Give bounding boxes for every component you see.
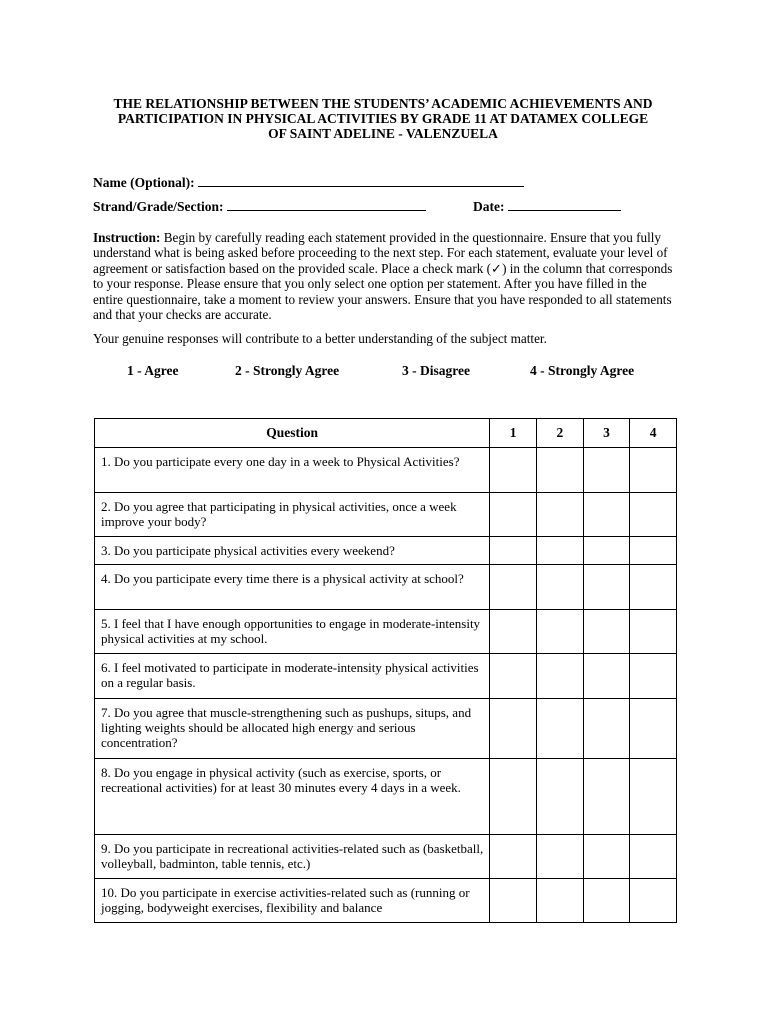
name-blank[interactable] bbox=[198, 174, 524, 187]
question-text: 4. Do you participate every time there is a physical activity at school? bbox=[95, 565, 490, 610]
header-question: Question bbox=[95, 419, 490, 448]
response-cell-1[interactable] bbox=[490, 493, 537, 537]
question-text: 8. Do you engage in physical activity (such as exercise, sports, or recreational activities) for at least 30 minutes every 4 days in a week. bbox=[95, 759, 490, 835]
header-3: 3 bbox=[583, 419, 630, 448]
header-2: 2 bbox=[536, 419, 583, 448]
strand-field bbox=[93, 198, 426, 215]
table-row bbox=[95, 448, 677, 493]
table-row bbox=[95, 654, 677, 699]
response-cell-3[interactable] bbox=[583, 448, 630, 493]
question-text: 7. Do you agree that muscle-strengthening such as pushups, situps, and lighting weights should be allocated high energy and serious concentration? bbox=[95, 699, 490, 759]
response-cell-1[interactable] bbox=[490, 879, 537, 923]
name-field bbox=[93, 174, 524, 191]
table-row bbox=[95, 879, 677, 923]
response-cell-3[interactable] bbox=[583, 759, 630, 835]
strand-label: Strand/Grade/Section: bbox=[93, 199, 224, 214]
date-blank[interactable] bbox=[508, 198, 621, 211]
scale-2: 2 - Strongly Agree bbox=[235, 363, 340, 378]
response-cell-4[interactable] bbox=[630, 537, 677, 565]
table-row bbox=[95, 759, 677, 835]
question-text: 5. I feel that I have enough opportunities to engage in moderate-intensity physical activities at my school. bbox=[95, 610, 490, 654]
genuine-note: Your genuine responses will contribute to a better understanding of the subject matter. bbox=[93, 331, 547, 346]
response-cell-3[interactable] bbox=[583, 565, 630, 610]
table-row bbox=[95, 699, 677, 759]
table-row bbox=[95, 565, 677, 610]
response-cell-3[interactable] bbox=[583, 879, 630, 923]
question-text: 3. Do you participate physical activities every weekend? bbox=[95, 537, 490, 565]
instruction-text: Begin by carefully reading each statement provided in the questionnaire. Ensure that you fully understand what is being asked before proceeding to the next step. For each statement, evaluate your level of agreement or satisfaction based on the provided scale. Place a check mark (✓) in the column that corresponds to your response. Please ensure that you only select one option per statement. After you have filled in the entire questionnaire, take a moment to review your answers. Ensure that you have responded to all statements and that your checks are accurate. bbox=[93, 230, 673, 323]
response-cell-4[interactable] bbox=[630, 835, 677, 879]
response-cell-2[interactable] bbox=[536, 610, 583, 654]
response-cell-1[interactable] bbox=[490, 610, 537, 654]
response-cell-1[interactable] bbox=[490, 565, 537, 610]
response-cell-4[interactable] bbox=[630, 699, 677, 759]
response-cell-4[interactable] bbox=[630, 879, 677, 923]
table-row bbox=[95, 835, 677, 879]
response-cell-2[interactable] bbox=[536, 759, 583, 835]
response-cell-3[interactable] bbox=[583, 537, 630, 565]
table-row bbox=[95, 493, 677, 537]
question-text: 9. Do you participate in recreational activities-related such as (basketball, volleyball, badminton, table tennis, etc.) bbox=[95, 835, 490, 879]
scale-4: 4 - Strongly Agree bbox=[530, 363, 635, 378]
response-cell-3[interactable] bbox=[583, 699, 630, 759]
response-cell-1[interactable] bbox=[490, 537, 537, 565]
response-cell-2[interactable] bbox=[536, 537, 583, 565]
response-cell-2[interactable] bbox=[536, 654, 583, 699]
response-cell-2[interactable] bbox=[536, 565, 583, 610]
response-cell-1[interactable] bbox=[490, 448, 537, 493]
title-line-3: OF SAINT ADELINE - VALENZUELA bbox=[268, 126, 498, 141]
name-label: Name (Optional): bbox=[93, 175, 195, 190]
instruction-label: Instruction: bbox=[93, 230, 161, 245]
response-cell-1[interactable] bbox=[490, 654, 537, 699]
instruction-paragraph bbox=[93, 230, 678, 322]
response-cell-3[interactable] bbox=[583, 610, 630, 654]
response-cell-2[interactable] bbox=[536, 699, 583, 759]
response-cell-1[interactable] bbox=[490, 835, 537, 879]
response-cell-1[interactable] bbox=[490, 759, 537, 835]
scale-1: 1 - Agree bbox=[127, 363, 179, 378]
response-cell-4[interactable] bbox=[630, 493, 677, 537]
document-title bbox=[80, 96, 686, 141]
question-text: 10. Do you participate in exercise activities-related such as (running or jogging, bodyweight exercises, flexibility and balance bbox=[95, 879, 490, 923]
response-cell-4[interactable] bbox=[630, 759, 677, 835]
response-cell-2[interactable] bbox=[536, 835, 583, 879]
question-text: 1. Do you participate every one day in a week to Physical Activities? bbox=[95, 448, 490, 493]
response-cell-4[interactable] bbox=[630, 654, 677, 699]
question-text: 2. Do you agree that participating in physical activities, once a week improve your body? bbox=[95, 493, 490, 537]
response-cell-2[interactable] bbox=[536, 493, 583, 537]
header-1: 1 bbox=[490, 419, 537, 448]
questionnaire-table bbox=[94, 418, 677, 923]
date-field bbox=[473, 198, 621, 215]
table-row bbox=[95, 610, 677, 654]
table-header-row bbox=[95, 419, 677, 448]
table-row bbox=[95, 537, 677, 565]
strand-blank[interactable] bbox=[227, 198, 426, 211]
title-line-2: PARTICIPATION IN PHYSICAL ACTIVITIES BY GRADE 11 AT DATAMEX COLLEGE bbox=[117, 111, 649, 126]
response-cell-2[interactable] bbox=[536, 448, 583, 493]
scale-3: 3 - Disagree bbox=[402, 363, 470, 378]
response-cell-2[interactable] bbox=[536, 879, 583, 923]
response-cell-1[interactable] bbox=[490, 699, 537, 759]
response-cell-4[interactable] bbox=[630, 565, 677, 610]
question-text: 6. I feel motivated to participate in moderate-intensity physical activities on a regular basis. bbox=[95, 654, 490, 699]
response-cell-4[interactable] bbox=[630, 448, 677, 493]
date-label: Date: bbox=[473, 199, 505, 214]
response-cell-4[interactable] bbox=[630, 610, 677, 654]
response-cell-3[interactable] bbox=[583, 493, 630, 537]
title-line-1: THE RELATIONSHIP BETWEEN THE STUDENTS’ ACADEMIC ACHIEVEMENTS AND bbox=[113, 96, 653, 111]
response-cell-3[interactable] bbox=[583, 835, 630, 879]
response-cell-3[interactable] bbox=[583, 654, 630, 699]
header-4: 4 bbox=[630, 419, 677, 448]
